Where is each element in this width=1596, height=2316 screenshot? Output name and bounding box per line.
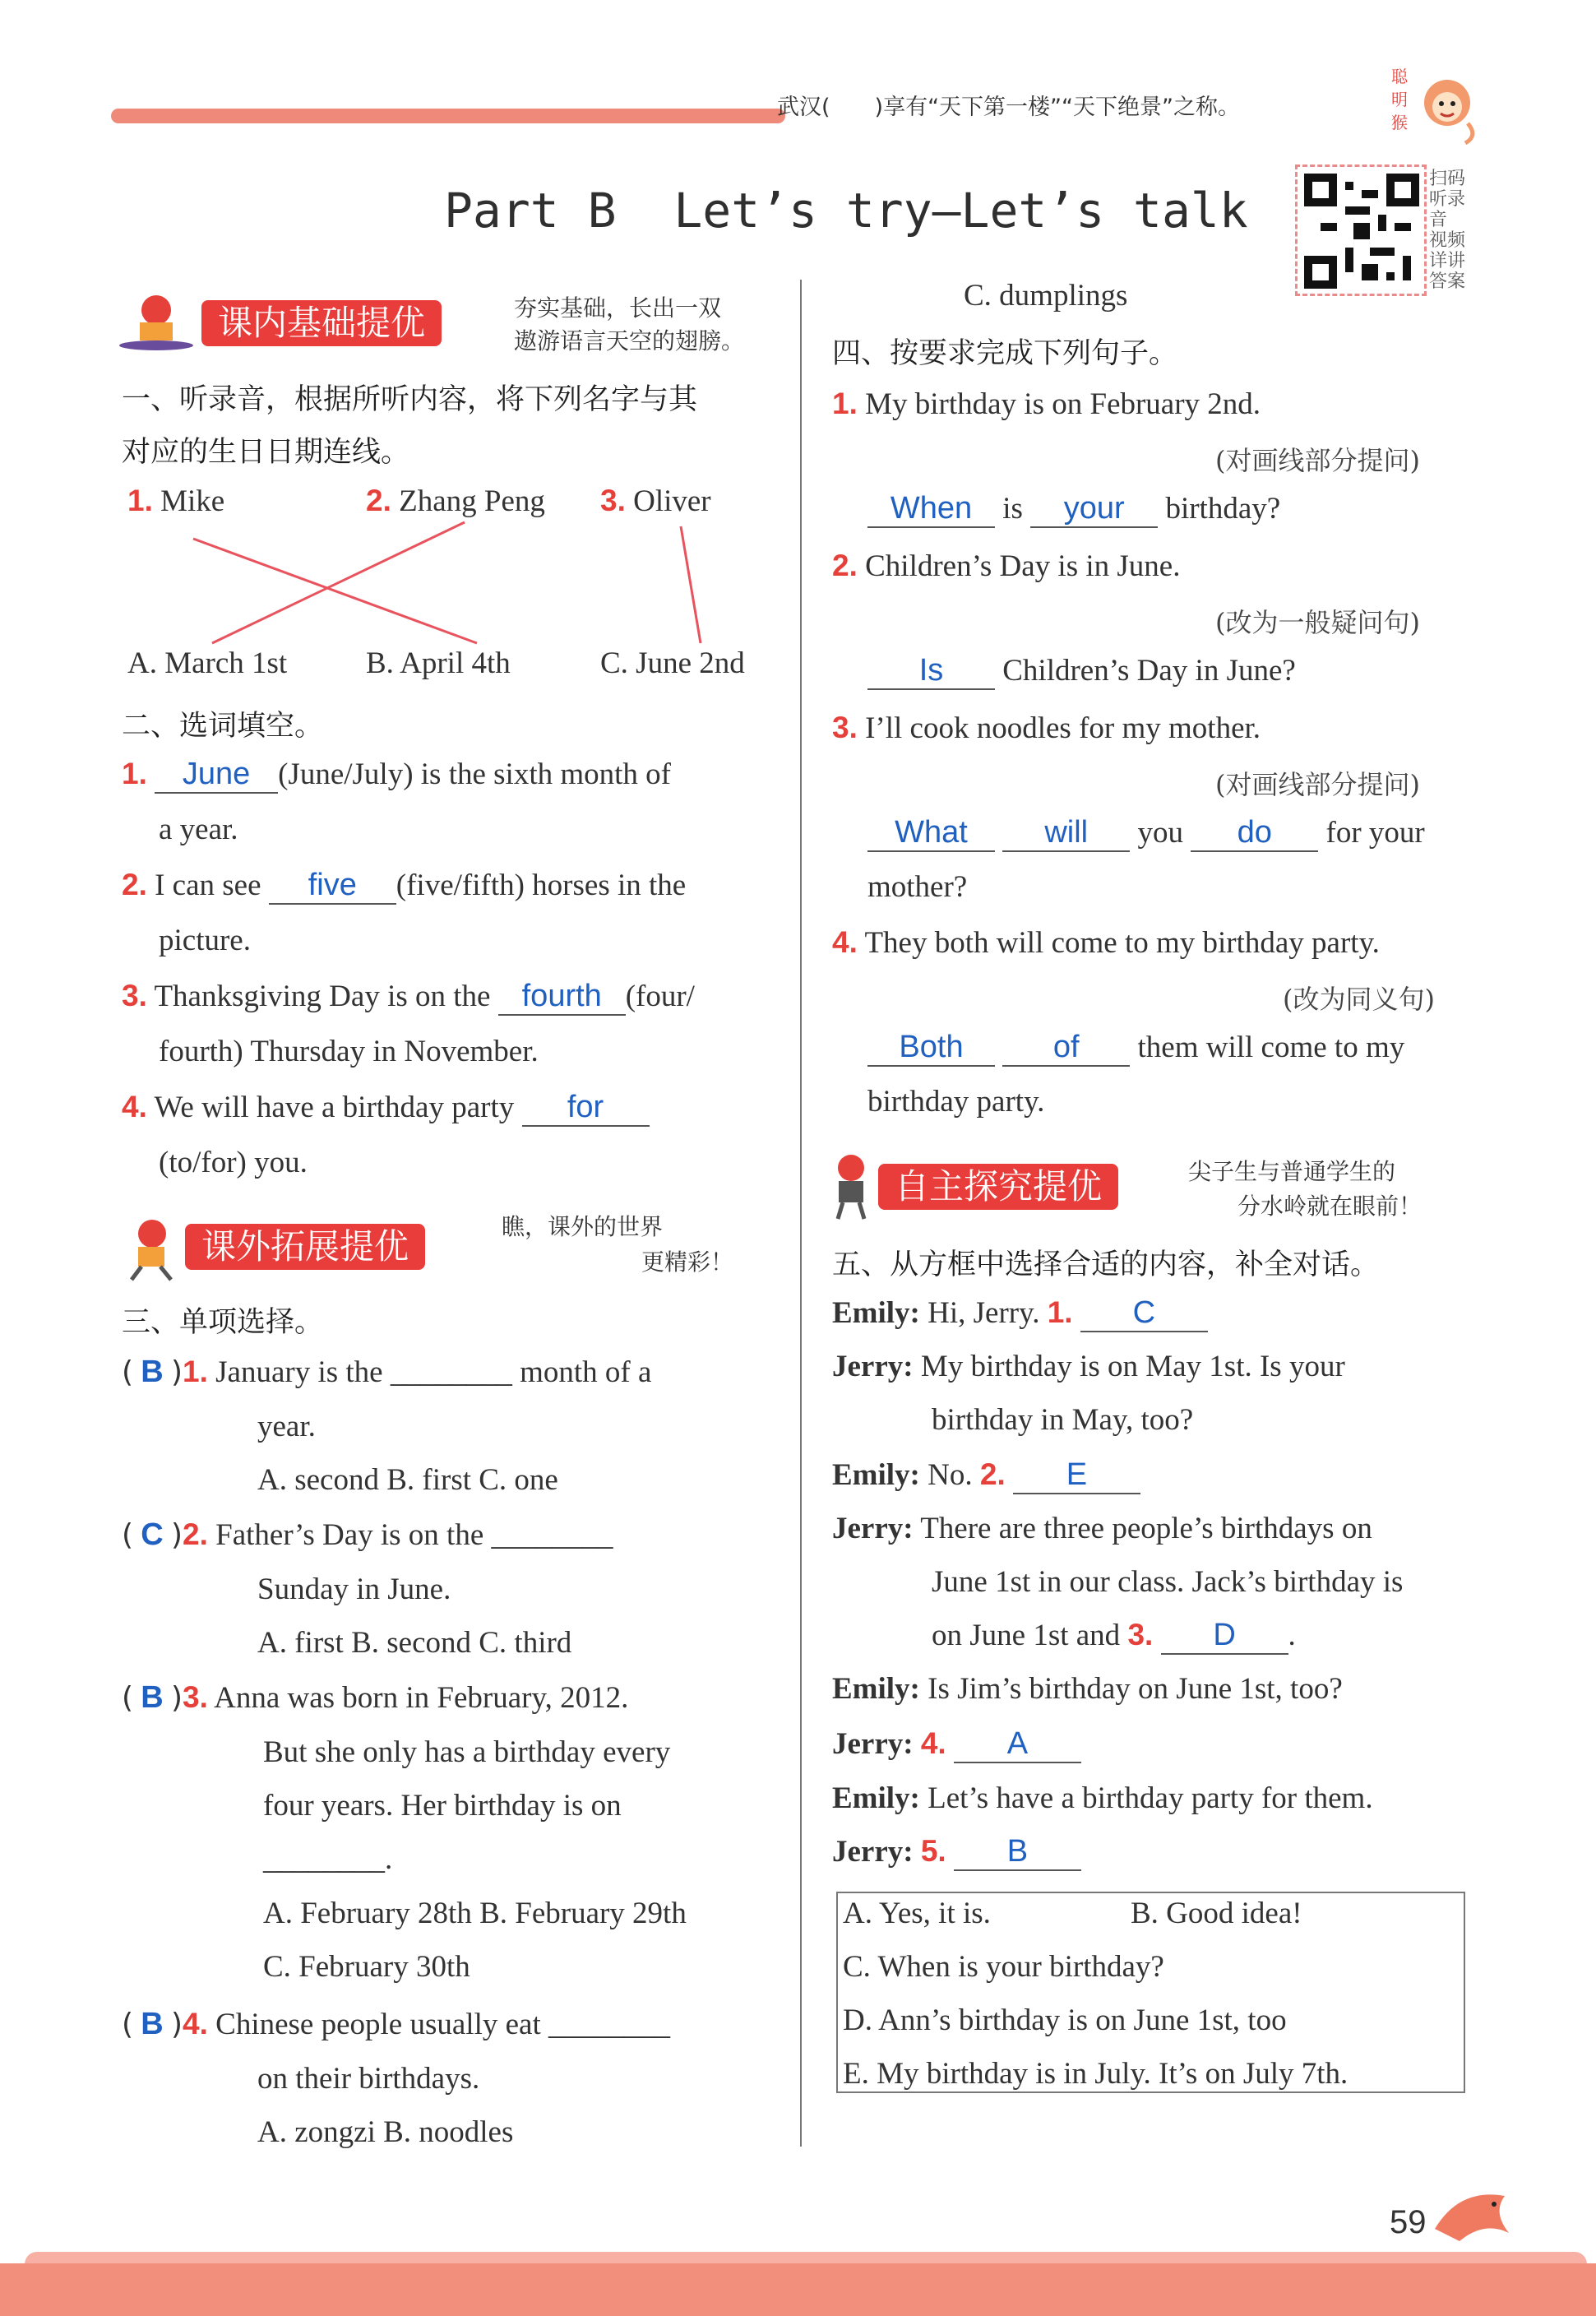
q5-option-e: E. My birthday is in July. It’s on July 7th. xyxy=(843,2057,1349,2091)
q5-option-c: C. When is your birthday? xyxy=(843,1950,1164,1984)
q3-item-4: ( B )4. Chinese people usually eat ________ xyxy=(122,2007,670,2041)
q4-answer-4a[interactable]: Both xyxy=(867,1030,995,1067)
q2-item-4: 4. We will have a birthday party for xyxy=(122,1090,650,1127)
q1-name-2: 2. Zhang Peng xyxy=(366,484,545,518)
q4-answer-1a[interactable]: When xyxy=(867,491,995,528)
svg-text:猴: 猴 xyxy=(1391,113,1408,132)
q5-line-8: Jerry: 5. B xyxy=(832,1834,1081,1871)
q3-answer-1[interactable]: B xyxy=(141,1355,164,1389)
q2-item-1: 1. June (June/July) is the sixth month of xyxy=(122,757,671,794)
svg-text:明: 明 xyxy=(1391,90,1408,109)
q5-line-2: Jerry: My birthday is on May 1st. Is your xyxy=(832,1350,1345,1383)
q4-item-3-answer-line: What will you do for your xyxy=(867,815,1425,852)
q5-line-4-cont: June 1st in our class. Jack’s birthday is xyxy=(932,1565,1404,1599)
header-text: 武汉( )享有“天下第一楼”“天下绝景”之称。 xyxy=(777,95,1241,120)
kid-running-icon xyxy=(115,1216,185,1281)
q2-item-2: 2. I can see five (five/fifth) horses in the xyxy=(122,868,686,905)
q2-item-3: 3. Thanksgiving Day is on the fourth (four/ xyxy=(122,979,695,1016)
q3-item-2: ( C )2. Father’s Day is on the ________ xyxy=(122,1517,613,1552)
q2-answer-1[interactable]: June xyxy=(155,757,278,794)
q2-item-1-line2: a year. xyxy=(159,813,238,846)
q3-item-3-line4: ________. xyxy=(263,1842,393,1876)
section-extend-note-2: 更精彩！ xyxy=(641,1248,734,1276)
q4-answer-4b[interactable]: of xyxy=(1002,1030,1130,1067)
q1-heading-line2: 对应的生日日期连线。 xyxy=(122,436,410,469)
section-explore-note-2: 分水岭就在眼前！ xyxy=(1237,1193,1423,1220)
q5-line-4-cont2: on June 1st and 3. D . xyxy=(932,1618,1296,1655)
q4-answer-3a[interactable]: What xyxy=(867,815,995,852)
q3-item-3-line3: four years. Her birthday is on xyxy=(263,1789,622,1823)
q4-item-4: 4. They both will come to my birthday party. xyxy=(832,925,1380,960)
q3-item-1-line2: year. xyxy=(257,1410,316,1443)
q5-option-d: D. Ann’s birthday is on June 1st, too xyxy=(843,2003,1287,2037)
q4-answer-1b[interactable]: your xyxy=(1030,491,1158,528)
q3-item-4-options-2: C. dumplings xyxy=(964,279,1128,313)
q4-item-2-answer-line: Is Children’s Day in June? xyxy=(867,653,1296,690)
q1-date-a: A. March 1st xyxy=(127,646,288,680)
page-number: 59 xyxy=(1390,2204,1427,2240)
q3-item-4-line2: on their birthdays. xyxy=(257,2062,480,2096)
q5-heading: 五、从方框中选择合适的内容，补全对话。 xyxy=(832,1248,1380,1281)
section-basic-banner: 课内基础提优 xyxy=(201,300,442,346)
q5-line-2-cont: birthday in May, too? xyxy=(932,1403,1194,1437)
page-title: Part B Let’s try—Let’s talk xyxy=(444,183,1248,239)
q4-item-2-requirement: (改为一般疑问句) xyxy=(1215,607,1420,638)
q3-item-4-options: A. zongzi B. noodles xyxy=(257,2115,514,2149)
q4-item-4-line3: birthday party. xyxy=(867,1085,1045,1119)
section-basic-note-2: 遨游语言天空的翅膀。 xyxy=(514,327,745,354)
q1-name-3: 3. Oliver xyxy=(600,484,711,518)
q4-answer-3c[interactable]: do xyxy=(1191,815,1318,852)
q2-answer-4[interactable]: for xyxy=(522,1090,650,1127)
q4-answer-3b[interactable]: will xyxy=(1002,815,1130,852)
q5-answer-3[interactable]: D xyxy=(1161,1618,1288,1655)
q5-line-5: Emily: Is Jim’s birthday on June 1st, too? xyxy=(832,1672,1343,1706)
q4-item-4-answer-line: Both of them will come to my xyxy=(867,1030,1404,1067)
q3-item-1-options: A. second B. first C. one xyxy=(257,1463,558,1497)
q3-answer-2[interactable]: C xyxy=(141,1517,164,1552)
q3-item-1: ( B )1. January is the ________ month of a xyxy=(122,1355,652,1389)
q5-answer-1[interactable]: C xyxy=(1080,1295,1208,1332)
section-basic-note-1: 夯实基础，长出一双 xyxy=(514,294,722,322)
q5-line-3: Emily: No. 2. E xyxy=(832,1457,1140,1494)
q4-item-1-requirement: (对画线部分提问) xyxy=(1215,445,1420,476)
q2-item-3-line2: fourth) Thursday in November. xyxy=(159,1035,539,1068)
q3-item-3: ( B )3. Anna was born in February, 2012. xyxy=(122,1680,629,1715)
q4-item-3: 3. I’ll cook noodles for my mother. xyxy=(832,711,1261,745)
q3-item-3-options: A. February 28th B. February 29th xyxy=(263,1897,687,1930)
footer-bar xyxy=(0,2263,1596,2316)
q5-option-b: B. Good idea! xyxy=(1131,1897,1302,1930)
section-explore-banner: 自主探究提优 xyxy=(878,1164,1118,1210)
q1-date-c: C. June 2nd xyxy=(600,646,745,680)
q4-answer-2a[interactable]: Is xyxy=(867,653,995,690)
section-extend-note-1: 瞧，课外的世界 xyxy=(502,1213,664,1240)
q5-answer-5[interactable]: B xyxy=(954,1834,1081,1871)
q5-answer-4[interactable]: A xyxy=(954,1726,1081,1763)
q4-item-1: 1. My birthday is on February 2nd. xyxy=(832,387,1261,421)
q2-item-2-line2: picture. xyxy=(159,924,251,957)
q4-item-3-requirement: (对画线部分提问) xyxy=(1215,769,1420,800)
q5-line-1: Emily: Hi, Jerry. 1. C xyxy=(832,1295,1208,1332)
kid-figure-icon xyxy=(826,1151,876,1221)
q2-answer-2[interactable]: five xyxy=(269,868,396,905)
svg-text:聪: 聪 xyxy=(1391,67,1408,86)
q3-item-3-line2: But she only has a birthday every xyxy=(263,1735,671,1769)
q4-item-3-line3: mother? xyxy=(867,870,968,904)
q3-item-2-line2: Sunday in June. xyxy=(257,1573,451,1606)
q5-line-7: Emily: Let’s have a birthday party for them. xyxy=(832,1781,1373,1815)
dolphin-icon xyxy=(1427,2171,1525,2262)
q4-heading: 四、按要求完成下列句子。 xyxy=(832,337,1178,370)
q3-item-3-options-2: C. February 30th xyxy=(263,1950,470,1984)
q4-item-4-requirement: (改为同义句) xyxy=(1283,984,1435,1015)
q5-line-4: Jerry: There are three people’s birthdays on xyxy=(832,1512,1372,1545)
q1-date-b: B. April 4th xyxy=(366,646,511,680)
q1-name-1: 1. Mike xyxy=(127,484,225,518)
q3-item-2-options: A. first B. second C. third xyxy=(257,1626,572,1660)
q1-heading-line1: 一、听录音，根据所听内容，将下列名字与其 xyxy=(122,383,698,416)
q3-answer-4[interactable]: B xyxy=(141,2007,164,2041)
q2-item-4-line2: (to/for) you. xyxy=(159,1146,308,1179)
q5-option-a: A. Yes, it is. xyxy=(843,1897,991,1930)
q5-line-6: Jerry: 4. A xyxy=(832,1726,1081,1763)
q2-answer-3[interactable]: fourth xyxy=(498,979,626,1016)
q3-answer-3[interactable]: B xyxy=(141,1680,164,1715)
section-extend-banner: 课外拓展提优 xyxy=(185,1224,425,1270)
q5-answer-2[interactable]: E xyxy=(1013,1457,1140,1494)
q4-item-2: 2. Children’s Day is in June. xyxy=(832,549,1181,583)
q3-heading: 三、单项选择。 xyxy=(122,1306,324,1339)
q4-item-1-answer-line: When is your birthday? xyxy=(867,491,1280,528)
q2-heading: 二、选词填空。 xyxy=(122,710,324,743)
section-explore-note-1: 尖子生与普通学生的 xyxy=(1188,1158,1396,1185)
qr-caption: 扫码听录音 视频详讲答案 xyxy=(1429,169,1466,292)
